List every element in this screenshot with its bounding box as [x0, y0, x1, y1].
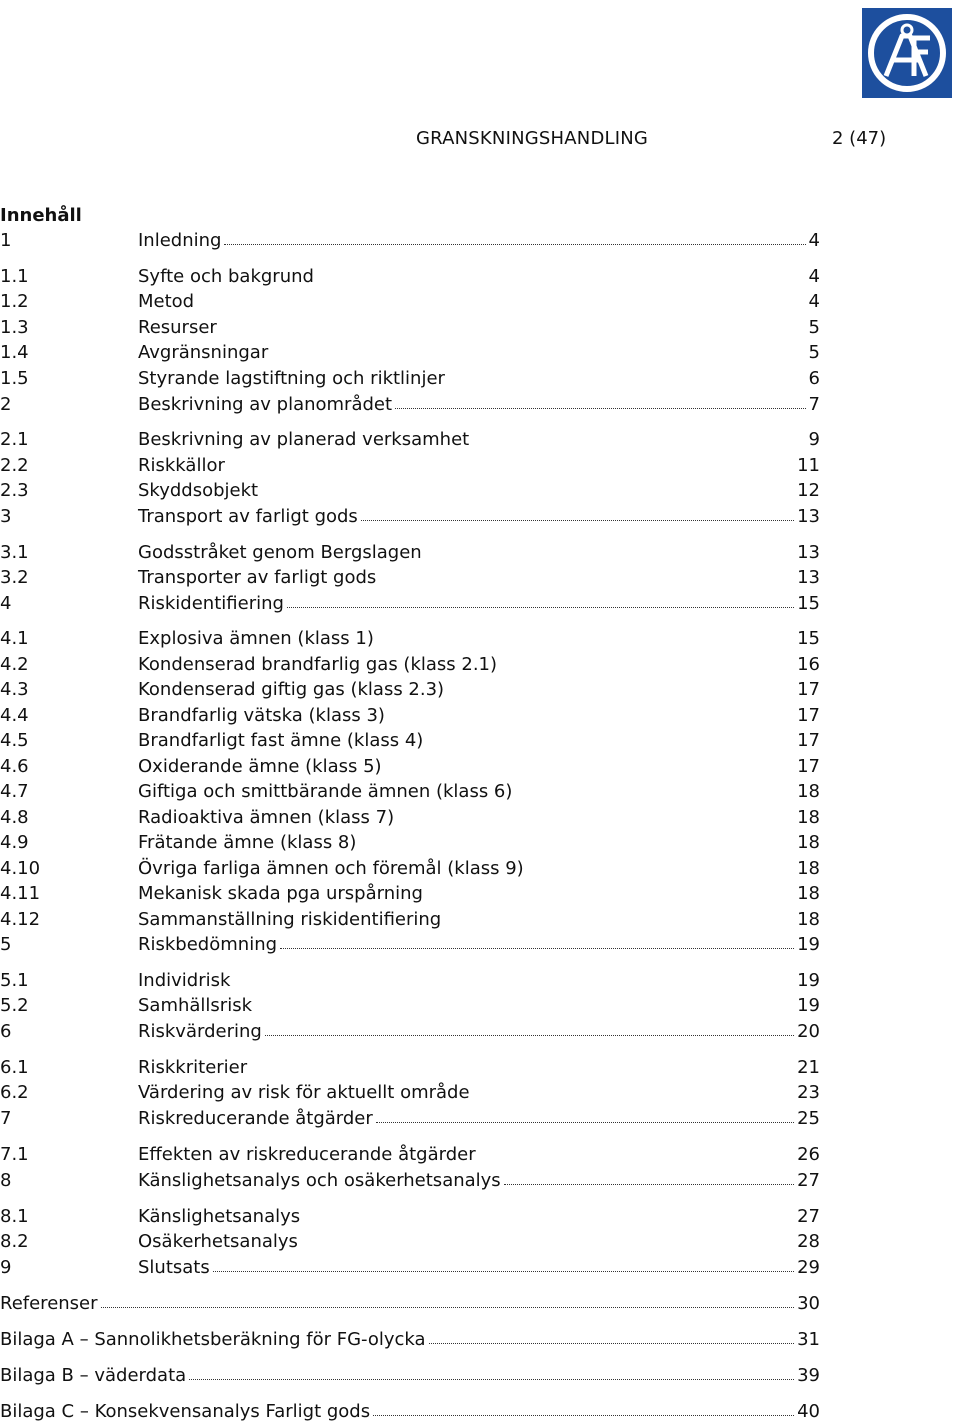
toc-entry-number: 5.1 — [0, 970, 29, 991]
toc-entry-page: 18 — [797, 781, 820, 802]
toc-entry[interactable] — [0, 882, 820, 906]
toc-entry-title: Riskreducerande åtgärder — [138, 1108, 373, 1129]
toc-entry[interactable] — [0, 1143, 820, 1167]
toc-entry-page: 9 — [808, 429, 820, 450]
toc-entry-title-group — [138, 729, 820, 753]
toc-entry-title-group — [138, 1020, 820, 1044]
toc-entry-page: 15 — [797, 593, 820, 614]
toc-dot-leader — [101, 1292, 795, 1308]
toc-entry[interactable] — [0, 831, 820, 855]
toc-entry-title: Resurser — [138, 317, 217, 338]
toc-entry[interactable] — [0, 1400, 820, 1424]
toc-entry-title: Riskidentifiering — [138, 593, 284, 614]
toc-entry-page: 12 — [797, 480, 820, 501]
toc-entry[interactable] — [0, 1364, 820, 1388]
toc-entry-title: Samhällsrisk — [138, 995, 253, 1016]
toc-entry-title: Sammanställning riskidentifiering — [138, 909, 442, 930]
toc-entry-page: 27 — [797, 1206, 820, 1227]
toc-entry-page: 13 — [797, 542, 820, 563]
toc-entry-title-group — [138, 882, 820, 906]
toc-entry-title-group — [138, 831, 820, 855]
toc-entry-title: Riskvärdering — [138, 1021, 262, 1042]
toc-entry[interactable] — [0, 290, 820, 314]
toc-entry[interactable] — [0, 1107, 820, 1131]
toc-entry-title: Slutsats — [138, 1257, 210, 1278]
toc-entry-number: 4.12 — [0, 909, 41, 930]
toc-entry-title: Riskkällor — [138, 455, 225, 476]
toc-entry[interactable] — [0, 1230, 820, 1254]
toc-dot-leader — [373, 1400, 794, 1416]
toc-entry[interactable] — [0, 479, 820, 503]
toc-entry-title: Känslighetsanalys — [138, 1206, 301, 1227]
toc-entry[interactable] — [0, 428, 820, 452]
toc-entry-number: 6.1 — [0, 1057, 29, 1078]
toc-entry-title-group — [138, 704, 820, 728]
toc-entry-page: 26 — [797, 1144, 820, 1165]
toc-entry-title: Kondenserad giftig gas (klass 2.3) — [138, 679, 445, 700]
toc-entry[interactable] — [0, 1020, 820, 1044]
toc-entry-title-group — [138, 393, 820, 417]
toc-entry-number: 4.7 — [0, 781, 29, 802]
toc-entry[interactable] — [0, 627, 820, 651]
toc-entry-page: 16 — [797, 654, 820, 675]
toc-entry-title: Riskkriterier — [138, 1057, 248, 1078]
toc-entry[interactable] — [0, 454, 820, 478]
toc-entry-number: 1 — [0, 230, 12, 251]
toc-entry-title-group — [138, 592, 820, 616]
toc-entry-title-group — [138, 1056, 820, 1080]
toc-entry-title-group — [138, 367, 820, 391]
toc-entry-number: 4.10 — [0, 858, 41, 879]
toc-entry-page: 21 — [797, 1057, 820, 1078]
toc-entry-title-group — [138, 1230, 820, 1254]
toc-entry-title-group — [138, 653, 820, 677]
toc-entry[interactable] — [0, 265, 820, 289]
toc-entry-title-group — [138, 806, 820, 830]
toc-entry-number: 2.1 — [0, 429, 29, 450]
toc-entry-page: 19 — [797, 970, 820, 991]
toc-entry-page: 18 — [797, 883, 820, 904]
toc-heading: Innehåll — [0, 205, 82, 226]
toc-entry-page: 23 — [797, 1082, 820, 1103]
toc-entry-number: 2 — [0, 394, 12, 415]
toc-entry-number: 7.1 — [0, 1144, 29, 1165]
toc-entry-title-group — [138, 290, 820, 314]
toc-entry-title: Transporter av farligt gods — [138, 567, 377, 588]
toc-entry-page: 7 — [808, 394, 820, 415]
toc-entry[interactable] — [0, 1169, 820, 1193]
toc-entry[interactable] — [0, 1205, 820, 1229]
toc-dot-leader — [213, 1256, 794, 1272]
toc-entry-number: 1.2 — [0, 291, 29, 312]
toc-entry-title-group — [138, 479, 820, 503]
toc-entry[interactable] — [0, 229, 820, 253]
toc-entry-title: Frätande ämne (klass 8) — [138, 832, 357, 853]
toc-entry-title-group — [138, 566, 820, 590]
toc-entry-title: Inledning — [138, 230, 222, 251]
toc-entry[interactable] — [0, 653, 820, 677]
toc-dot-leader — [376, 1107, 794, 1123]
toc-entry-page: 13 — [797, 506, 820, 527]
toc-entry-number: 4.4 — [0, 705, 29, 726]
toc-entry-number: 5 — [0, 934, 12, 955]
toc-entry-number: 4.11 — [0, 883, 41, 904]
toc-entry-page: 19 — [797, 934, 820, 955]
toc-entry-number: 8 — [0, 1170, 12, 1191]
toc-entry-number: 4.2 — [0, 654, 29, 675]
toc-entry-title-group — [138, 908, 820, 932]
toc-entry-number: 4.1 — [0, 628, 29, 649]
toc-entry[interactable] — [0, 806, 820, 830]
toc-entry-page: 17 — [797, 756, 820, 777]
toc-entry-page: 15 — [797, 628, 820, 649]
toc-entry[interactable] — [0, 780, 820, 804]
toc-entry-number: 2.3 — [0, 480, 29, 501]
toc-entry-title-group — [138, 428, 820, 452]
toc-entry-number: 4.8 — [0, 807, 29, 828]
toc-entry-page: 18 — [797, 909, 820, 930]
toc-entry-title-group — [138, 265, 820, 289]
toc-entry-title-group — [138, 505, 820, 529]
toc-entry-number: 4.5 — [0, 730, 29, 751]
toc-dot-leader — [280, 933, 794, 949]
toc-entry-title-group — [138, 316, 820, 340]
toc-entry-title-group — [138, 678, 820, 702]
toc-entry-title-group — [138, 1205, 820, 1229]
toc-entry[interactable] — [0, 1328, 820, 1352]
toc-entry-page: 40 — [797, 1401, 820, 1422]
toc-entry-number: 6.2 — [0, 1082, 29, 1103]
toc-entry-title-group — [138, 341, 820, 365]
toc-entry[interactable] — [0, 566, 820, 590]
toc-entry-number: 6 — [0, 1021, 12, 1042]
toc-entry[interactable] — [0, 393, 820, 417]
toc-entry-title-group — [138, 933, 820, 957]
toc-entry-title: Radioaktiva ämnen (klass 7) — [138, 807, 395, 828]
toc-entry[interactable] — [0, 969, 820, 993]
toc-entry-number: 4.9 — [0, 832, 29, 853]
toc-entry[interactable] — [0, 367, 820, 391]
toc-entry-title: Mekanisk skada pga urspårning — [138, 883, 423, 904]
toc-entry-title: Explosiva ämnen (klass 1) — [138, 628, 374, 649]
toc-dot-leader — [429, 1328, 795, 1344]
toc-entry-page: 18 — [797, 807, 820, 828]
toc-entry-page: 31 — [797, 1329, 820, 1350]
toc-entry-title-group — [138, 627, 820, 651]
toc-entry[interactable] — [0, 316, 820, 340]
toc-entry-title: Riskbedömning — [138, 934, 278, 955]
toc-entry-number: 1.3 — [0, 317, 29, 338]
toc-entry-title: Godsstråket genom Bergslagen — [138, 542, 422, 563]
toc-entry-page: 4 — [808, 230, 820, 251]
toc-entry[interactable] — [0, 341, 820, 365]
toc-entry-title-group — [0, 1364, 820, 1388]
toc-entry-number: 1.1 — [0, 266, 29, 287]
toc-entry-title: Osäkerhetsanalys — [138, 1231, 298, 1252]
toc-entry-title: Effekten av riskreducerande åtgärder — [138, 1144, 476, 1165]
toc-entry-title-group — [138, 1169, 820, 1193]
toc-entry-number: 4.3 — [0, 679, 29, 700]
toc-entry-title: Oxiderande ämne (klass 5) — [138, 756, 382, 777]
toc-entry-page: 30 — [797, 1293, 820, 1314]
toc-entry-title: Övriga farliga ämnen och föremål (klass 9) — [138, 858, 524, 879]
toc-entry-page: 17 — [797, 730, 820, 751]
toc-entry-title-group — [138, 994, 820, 1018]
toc-entry[interactable] — [0, 994, 820, 1018]
toc-entry-number: 8.1 — [0, 1206, 29, 1227]
toc-entry-page: 4 — [808, 291, 820, 312]
toc-entry-title: Brandfarligt fast ämne (klass 4) — [138, 730, 424, 751]
toc-entry-title: Beskrivning av planområdet — [138, 394, 393, 415]
toc-entry-title-group — [0, 1400, 820, 1424]
toc-entry-number: 5.2 — [0, 995, 29, 1016]
toc-entry-title: Bilaga A – Sannolikhetsberäkning för FG-olycka — [0, 1329, 426, 1350]
toc-dot-leader — [287, 592, 794, 608]
toc-entry-title: Giftiga och smittbärande ämnen (klass 6) — [138, 781, 513, 802]
toc-entry[interactable] — [0, 755, 820, 779]
toc-entry[interactable] — [0, 1056, 820, 1080]
toc-entry-page: 5 — [808, 342, 820, 363]
toc-entry-title-group — [138, 1143, 820, 1167]
toc-entry-number: 3.1 — [0, 542, 29, 563]
toc-entry-title: Känslighetsanalys och osäkerhetsanalys — [138, 1170, 501, 1191]
toc-entry-title-group — [0, 1292, 820, 1316]
toc-entry-title: Avgränsningar — [138, 342, 269, 363]
toc-entry-page: 4 — [808, 266, 820, 287]
toc-entry-title-group — [138, 229, 820, 253]
toc-entry-page: 20 — [797, 1021, 820, 1042]
toc-entry-title: Syfte och bakgrund — [138, 266, 314, 287]
toc-entry-page: 27 — [797, 1170, 820, 1191]
toc-entry-page: 17 — [797, 679, 820, 700]
toc-entry-title-group — [138, 454, 820, 478]
toc-entry-title-group — [0, 1328, 820, 1352]
toc-entry-number: 9 — [0, 1257, 12, 1278]
toc-entry-number: 7 — [0, 1108, 12, 1129]
toc-entry-title: Referenser — [0, 1293, 98, 1314]
toc-entry-page: 13 — [797, 567, 820, 588]
toc-dot-leader — [265, 1020, 794, 1036]
toc-dot-leader — [224, 229, 805, 245]
toc-entry-number: 2.2 — [0, 455, 29, 476]
toc-entry-page: 18 — [797, 858, 820, 879]
toc-entry-title-group — [138, 1081, 820, 1105]
toc-entry-title-group — [138, 1256, 820, 1280]
toc-entry-title: Skyddsobjekt — [138, 480, 259, 501]
toc-entry-number: 1.4 — [0, 342, 29, 363]
toc-dot-leader — [361, 505, 794, 521]
toc-entry-title: Bilaga C – Konsekvensanalys Farligt gods — [0, 1401, 371, 1422]
document-status-title: GRANSKNINGSHANDLING — [416, 128, 649, 149]
toc-entry-title: Styrande lagstiftning och riktlinjer — [138, 368, 445, 389]
toc-entry-number: 3.2 — [0, 567, 29, 588]
toc-entry[interactable] — [0, 933, 820, 957]
toc-entry-number: 4 — [0, 593, 12, 614]
toc-entry-page: 6 — [808, 368, 820, 389]
toc-entry-page: 29 — [797, 1257, 820, 1278]
toc-entry-title: Bilaga B – väderdata — [0, 1365, 187, 1386]
toc-entry-number: 3 — [0, 506, 12, 527]
toc-entry-title: Individrisk — [138, 970, 231, 991]
toc-entry-page: 28 — [797, 1231, 820, 1252]
toc-entry-page: 25 — [797, 1108, 820, 1129]
toc-entry[interactable] — [0, 908, 820, 932]
toc-entry-page: 5 — [808, 317, 820, 338]
toc-entry-title: Värdering av risk för aktuellt område — [138, 1082, 470, 1103]
toc-entry[interactable] — [0, 592, 820, 616]
toc-entry-page: 18 — [797, 832, 820, 853]
toc-entry-title: Transport av farligt gods — [138, 506, 358, 527]
toc-dot-leader — [189, 1364, 794, 1380]
toc-entry[interactable] — [0, 541, 820, 565]
toc-entry-title-group — [138, 969, 820, 993]
toc-entry-title: Metod — [138, 291, 195, 312]
toc-entry[interactable] — [0, 729, 820, 753]
toc-entry-title: Kondenserad brandfarlig gas (klass 2.1) — [138, 654, 498, 675]
toc-entry-title: Brandfarlig vätska (klass 3) — [138, 705, 385, 726]
toc-entry-number: 4.6 — [0, 756, 29, 777]
toc-entry-title: Beskrivning av planerad verksamhet — [138, 429, 470, 450]
toc-entry-title-group — [138, 1107, 820, 1131]
toc-entry-number: 8.2 — [0, 1231, 29, 1252]
toc-entry-page: 17 — [797, 705, 820, 726]
toc-entry-page: 11 — [797, 455, 820, 476]
toc-entry-title-group — [138, 857, 820, 881]
toc-dot-leader — [504, 1169, 794, 1185]
toc-entry[interactable] — [0, 1081, 820, 1105]
toc-entry-page: 19 — [797, 995, 820, 1016]
toc-entry[interactable] — [0, 704, 820, 728]
toc-entry[interactable] — [0, 1292, 820, 1316]
toc-dot-leader — [395, 393, 805, 409]
toc-entry[interactable] — [0, 1256, 820, 1280]
toc-entry[interactable] — [0, 857, 820, 881]
toc-entry-title-group — [138, 780, 820, 804]
toc-entry-title-group — [138, 755, 820, 779]
toc-entry[interactable] — [0, 505, 820, 529]
page-number: 2 (47) — [832, 128, 887, 149]
toc-entry-title-group — [138, 541, 820, 565]
toc-entry-number: 1.5 — [0, 368, 29, 389]
toc-entry[interactable] — [0, 678, 820, 702]
toc-entry-page: 39 — [797, 1365, 820, 1386]
